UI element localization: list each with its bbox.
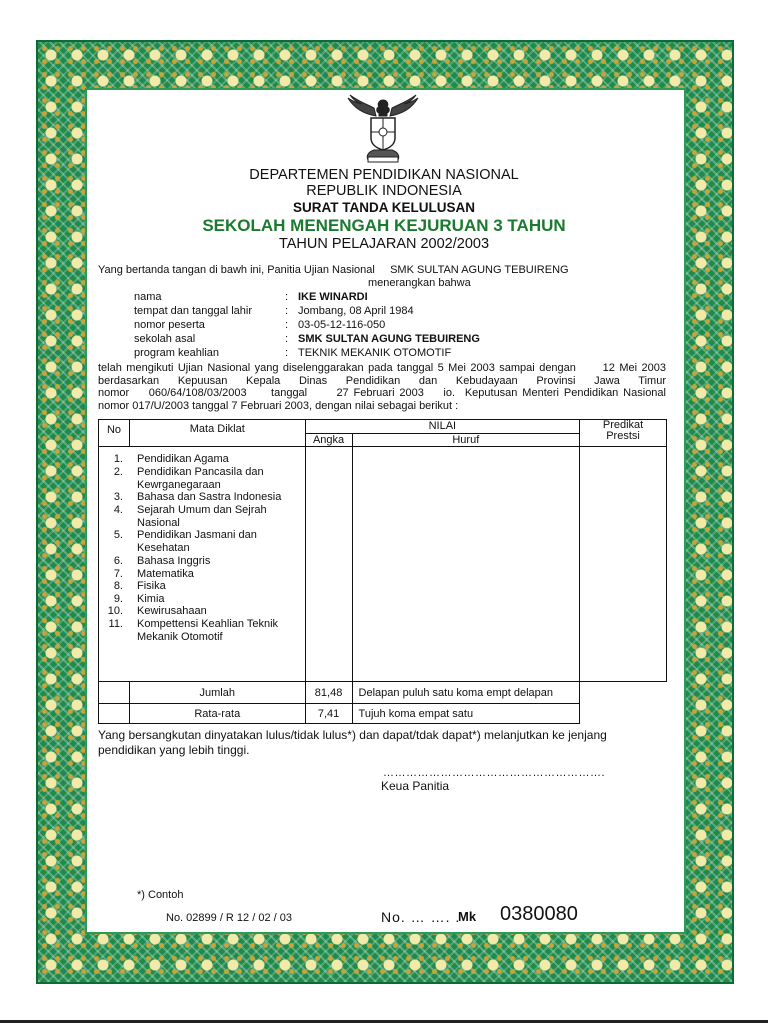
serial-label: No. … …. . bbox=[381, 909, 461, 925]
subject-name: Bahasa Inggris bbox=[137, 555, 211, 567]
header-predikat: Predikat Prestsi bbox=[580, 420, 667, 447]
student-label: nomor peserta bbox=[134, 319, 205, 331]
school-type-title: SEKOLAH MENENGAH KEJURUAN 3 TAHUN bbox=[202, 216, 566, 235]
colon: : bbox=[285, 333, 289, 345]
department-title: DEPARTEMEN PENDIDIKAN NASIONAL bbox=[249, 167, 519, 183]
colon: : bbox=[285, 347, 289, 359]
subject-no: 6. bbox=[113, 555, 123, 567]
subject-name: Pendidikan Agama bbox=[137, 453, 229, 465]
student-birth: Jombang, 08 April 1984 bbox=[298, 305, 414, 317]
paragraph-line: berdasarkan Kepuusan Kepala Dinas Pendidikan dan Kebudayaan Provinsi Jawa Timur bbox=[98, 374, 666, 387]
divider bbox=[0, 1020, 768, 1023]
subject-name: Kewirusahaan bbox=[137, 605, 207, 617]
paragraph-line: nomor 017/U/2003 tanggal 7 Februari 2003, dengan nilai sebagai berikut : bbox=[98, 399, 459, 412]
intro-line: Yang bertanda tangan di bawh ini, Panitia Ujian Nasional SMK SULTAN AGUNG TEBUIRENG bbox=[98, 264, 569, 276]
example-note: *) Contoh bbox=[137, 889, 184, 901]
colon: : bbox=[285, 319, 289, 331]
exam-paragraph bbox=[98, 362, 666, 412]
student-school: SMK SULTAN AGUNG TEBUIRENG bbox=[298, 333, 480, 345]
garuda-emblem-icon bbox=[346, 94, 420, 164]
intro-line-2: menerangkan bahwa bbox=[368, 277, 471, 289]
rata-huruf: Tujuh koma empat satu bbox=[352, 704, 580, 724]
subject-no: 1. bbox=[113, 453, 123, 465]
subject-name: Bahasa dan Sastra Indonesia bbox=[137, 491, 282, 503]
signer-title: Keua Panitia bbox=[381, 779, 450, 793]
subject-no: 8. bbox=[113, 580, 123, 592]
student-label: tempat dan tanggal lahir bbox=[134, 305, 253, 317]
subject-no: 10. bbox=[107, 605, 123, 617]
mk-label: Mk bbox=[458, 909, 477, 924]
subject-no: 5. bbox=[113, 529, 123, 541]
subject-name: Pendidikan Jasmani dan Kesehatan bbox=[137, 529, 257, 554]
colon: : bbox=[285, 305, 289, 317]
header-subject: Mata Diklat bbox=[129, 420, 305, 447]
student-name: IKE WINARDI bbox=[298, 291, 368, 303]
student-number: 03-05-12-116-050 bbox=[298, 319, 386, 331]
rata-no-cell bbox=[99, 704, 130, 724]
paragraph-line: nomor 060/64/108/03/2003 tanggal 27 Februari 2003 io. Keputusan Menteri Pendidikan Nasional bbox=[98, 387, 666, 399]
huruf-cell bbox=[352, 447, 580, 682]
header-nilai: NILAI bbox=[305, 420, 579, 434]
predikat-cell bbox=[580, 447, 667, 682]
jumlah-no-cell bbox=[99, 682, 130, 704]
rata-label: Rata-rata bbox=[129, 704, 305, 724]
subject-no: 3. bbox=[113, 491, 123, 503]
student-program: TEKNIK MEKANIK OTOMOTIF bbox=[298, 347, 452, 359]
subject-no: 11. bbox=[108, 618, 123, 630]
paragraph-line: telah mengikuti Ujian Nasional yang diselenggarakan pada tanggal 5 Mei 2003 sampai dengan 12 Mei 2003 bbox=[98, 362, 666, 374]
jumlah-angka: 81,48 bbox=[305, 682, 352, 704]
header-angka: Angka bbox=[305, 434, 352, 447]
subjects-cell bbox=[99, 447, 306, 682]
jumlah-huruf: Delapan puluh satu koma empt delapan bbox=[352, 682, 580, 704]
student-label: sekolah asal bbox=[134, 333, 196, 345]
subject-name: Sejarah Umum dan Sejrah Nasional bbox=[137, 504, 267, 529]
subject-list bbox=[99, 447, 305, 681]
empty-cell bbox=[580, 682, 667, 704]
subject-no: 9. bbox=[113, 593, 123, 605]
document-title: SURAT TANDA KELULUSAN bbox=[293, 200, 475, 215]
document-number: No. 02899 / R 12 / 02 / 03 bbox=[166, 912, 292, 924]
republic-title: REPUBLIK INDONESIA bbox=[306, 183, 462, 199]
subject-no: 2. bbox=[113, 466, 123, 478]
header-no: No bbox=[99, 420, 130, 447]
serial-number: 0380080 bbox=[500, 903, 578, 925]
subject-name: Pendidikan Pancasila dan Kewrganegaraan bbox=[137, 466, 264, 491]
subject-name: Fisika bbox=[137, 580, 166, 592]
signature-line: …………………………………………………. bbox=[383, 767, 606, 779]
header-huruf: Huruf bbox=[352, 434, 580, 447]
rata-angka: 7,41 bbox=[305, 704, 352, 724]
subject-no: 7. bbox=[113, 568, 123, 580]
colon: : bbox=[285, 291, 289, 303]
subject-name: Kimia bbox=[137, 593, 165, 605]
empty-cell bbox=[580, 704, 667, 724]
grades-table bbox=[98, 419, 667, 724]
subject-name: Matematika bbox=[137, 568, 194, 580]
student-label: nama bbox=[134, 291, 162, 303]
school-year: TAHUN PELAJARAN 2002/2003 bbox=[278, 236, 490, 252]
subject-name: Kompettensi Keahlian Teknik Mekanik Otomotif bbox=[137, 618, 279, 643]
graduation-statement: Yang bersangkutan dinyatakan lulus/tidak lulus*) dan dapat/tdak dapat*) melanjutkan ke jenjang pendidikan yang lebih tinggi. bbox=[98, 728, 607, 757]
jumlah-label: Jumlah bbox=[129, 682, 305, 704]
subject-no: 4. bbox=[113, 504, 123, 516]
student-label: program keahlian bbox=[134, 347, 219, 359]
angka-cell bbox=[305, 447, 352, 682]
